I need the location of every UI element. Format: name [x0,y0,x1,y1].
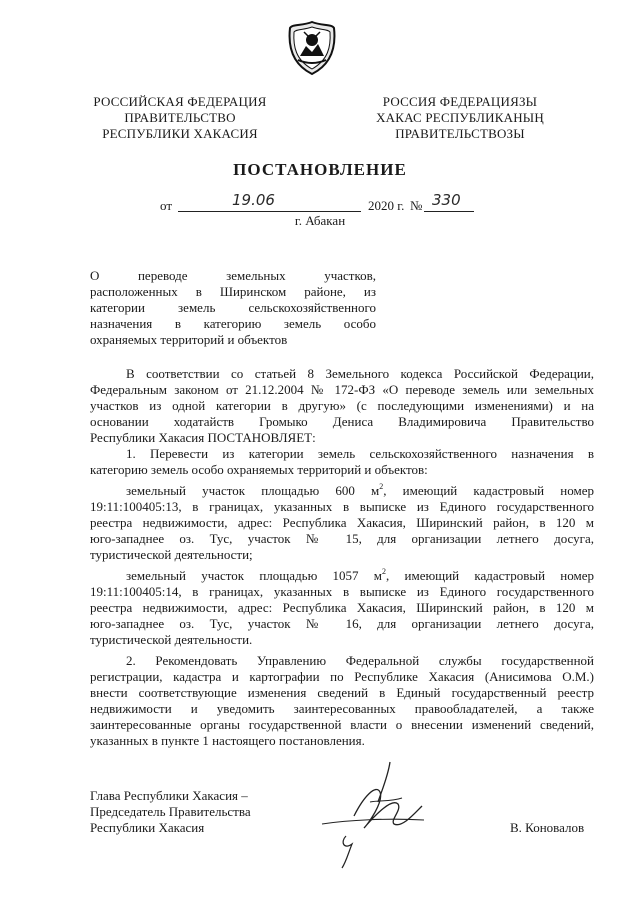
header-left [82,94,278,142]
header-right-line: ПРАВИТЕЛЬСТВОЗЫ [395,126,525,141]
parcel-2-line: юго-западнее оз. Тус, участок № 16, для организации летнего досуга, [90,616,594,631]
header-right [360,94,560,142]
parcel-2-area-text: земельный участок площадью 1057 м [126,568,383,583]
header-right-line: ХАКАС РЕСПУБЛИКАНЫҢ [376,110,544,125]
handwritten-date: 19.06 [232,191,275,209]
parcel-1-area-text: земельный участок площадью 600 м [126,483,380,498]
body-line: участков из одной категории в другую» (с последующими изменениями) и на [90,398,594,413]
date-number-line [0,191,640,214]
header-left-line: РЕСПУБЛИКИ ХАКАСИЯ [102,126,258,141]
subject-line: О переводе земельных участков, [90,268,376,283]
parcel-1-line: 19:11:100405:13, в границах, указанных в выписке из Единого государственного [90,499,594,514]
number-sign: № [410,198,423,213]
signatory-title [90,788,251,836]
header-right-line: РОССИЯ ФЕДЕРАЦИЯЗЫ [382,94,538,109]
item-2-line: недвижимости и уведомить заинтересованных правообладателей, а также [90,701,594,716]
signatory-title-line: Председатель Правительства [90,804,251,819]
item-2-line: 2. Рекомендовать Управлению Федеральной службы государственной [126,653,594,668]
body-line: В соответствии со статьей 8 Земельного кодекса Российской Федерации, [126,366,594,381]
body-line: Федеральным законом от 21.12.2004 № 172-ФЗ «О переводе земель или земельных [90,382,594,397]
signatory-name: В. Коновалов [510,820,585,835]
parcel-2-line: реестра недвижимости, адрес: Республика Хакасия, Ширинский район, в 120 м [90,600,594,615]
signatory-title-line: Республики Хакасия [90,820,205,835]
parcel-2-line: туристической деятельности. [90,632,253,647]
header-left-line: РОССИЙСКАЯ ФЕДЕРАЦИЯ [93,94,267,109]
subject-line: охраняемых территорий и объектов [90,332,288,347]
subject-heading [90,268,376,348]
item-1-line: 1. Перевести из категории земель сельскохозяйственного назначения в [126,446,594,461]
item-2-line: указанных в пункте 1 настоящего постановления. [90,733,365,748]
parcel-2-cadastral-text: , имеющий кадастровый номер [386,568,594,583]
item-2-line: внести соответствующие изменения сведений в Единый государственный реестр [90,685,594,700]
parcel-2-line: 19:11:100405:14, в границах, указанных в выписке из Единого государственного [90,584,594,599]
square-superscript: 2 [382,567,387,576]
parcel-1-line: юго-западнее оз. Тус, участок № 15, для организации летнего досуга, [90,531,594,546]
number-underline [424,211,474,212]
document-title: ПОСТАНОВЛЕНИЕ [233,160,407,179]
parcel-1-line: реестра недвижимости, адрес: Республика Хакасия, Ширинский район, в 120 м [90,515,594,530]
subject-line: назначения в категорию земель особо [90,316,376,331]
signatory-title-line: Глава Республики Хакасия – [90,788,248,803]
subject-line: расположенных в Ширинском районе, из [90,284,376,299]
item-1-line: категорию земель особо охраняемых территорий и объектов: [90,462,428,477]
item-2-line: заинтересованные органы государственной власти о внесении изменений сведений, [90,717,594,732]
subject-line: категории земель сельскохозяйственного [90,300,376,315]
handwritten-number: 330 [432,191,461,209]
square-superscript: 2 [379,482,384,491]
parcel-1-line: туристической деятельности; [90,547,253,562]
year-text: 2020 г. [368,198,405,213]
body-line: основании ходатайств Громыко Дениса Владимировича Правительство [90,414,594,429]
document-body [90,366,594,749]
date-underline [178,211,361,212]
item-2-line: регистрации, кадастра и картографии по Республике Хакасия (Анисимова О.М.) [90,669,594,684]
date-prefix: от [160,198,173,213]
parcel-1-first-line [90,483,594,499]
parcel-1-cadastral-text: , имеющий кадастровый номер [383,483,595,498]
body-line: Республики Хакасия ПОСТАНОВЛЯЕТ: [90,430,316,445]
handwritten-signature [318,758,436,870]
parcel-2-first-line [90,568,594,584]
header-left-line: ПРАВИТЕЛЬСТВО [124,110,236,125]
coat-of-arms-emblem [286,20,338,76]
city-line: г. Абакан [294,213,346,228]
